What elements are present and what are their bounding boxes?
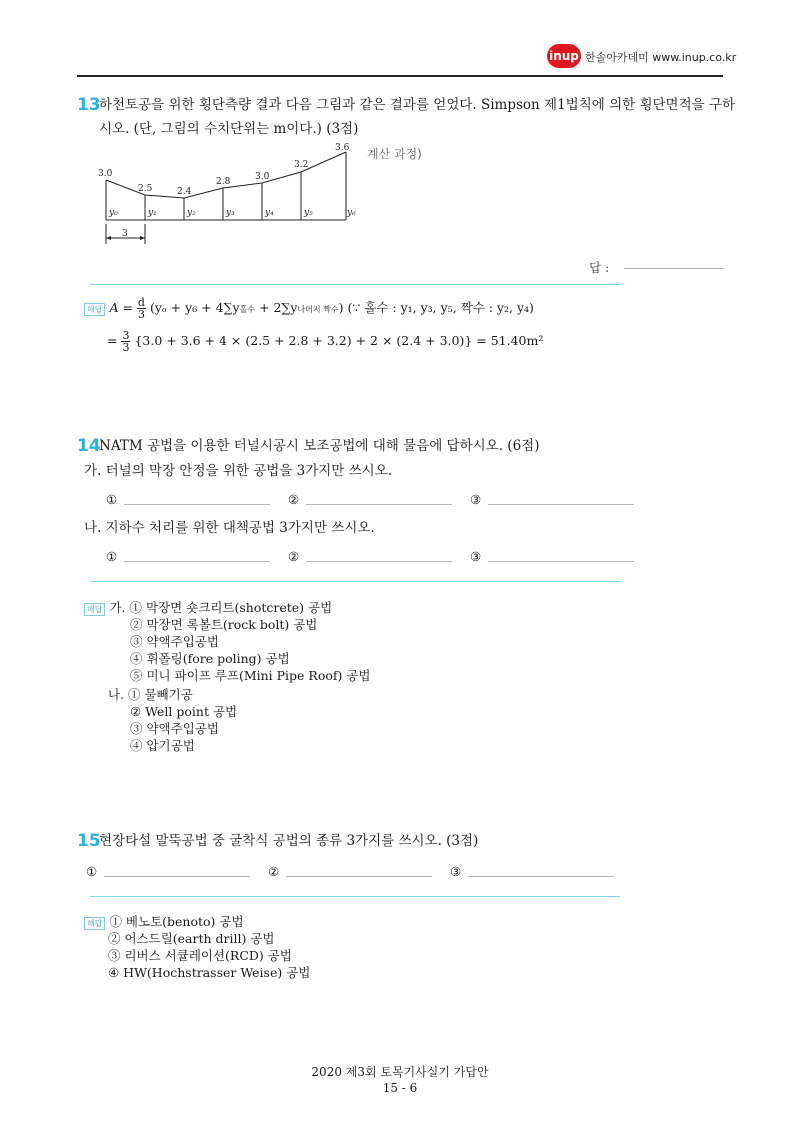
q14a-mark-2: ② [288,492,300,507]
q14-solution-a-item: ① 막장면 숏크리트(shotcrete) 공법 [129,600,333,615]
q14-solution-b-item: ① 물빼기공 [128,687,193,702]
solution-calc: {3.0 + 3.6 + 4 × (2.5 + 2.8 + 3.2) + 2 × (2.4 + 3.0)} = 51.40m² [134,333,544,348]
footer-page-number: 15 - 6 [382,1081,418,1095]
footer-title: 2020 제3회 토목기사실기 가답안 [311,1065,489,1079]
q14-part-b: 나. 지하수 처리를 위한 대책공법 3가지만 쓰시오. [84,520,375,536]
q14b-mark-1: ① [106,549,118,564]
q15-mark-1: ① [86,864,98,879]
formula-prefix: A = [109,300,133,315]
q15-text: 현장타설 말뚝공법 중 굴착식 공법의 종류 3가지를 쓰시오. (3점) [99,833,479,849]
ordinate-label: y₄ [265,208,274,218]
height-label: 3.6 [335,143,350,153]
q14-part-a: 가. 터널의 막장 안정을 위한 공법을 3가지만 쓰시오. [84,463,393,479]
inup-logo: inup [547,44,581,68]
q15-solution-item: ④ HW(Hochstrasser Weise) 공법 [108,965,311,980]
ordinate-label: y₃ [226,208,235,218]
ordinate-label: y₅ [304,208,313,218]
q14b-mark-3: ③ [470,549,482,564]
height-label: 2.8 [216,177,231,187]
height-label: 3.0 [255,172,270,182]
rest-subscript: 나머지 짝수 [297,305,339,314]
header-site-text: 한솔아카데미 www.inup.co.kr [585,51,737,64]
odd-subscript: 홀수 [239,305,256,314]
q13-answer-label: 답 : [589,260,610,275]
q14-solution-a-item: ② 막장면 록볼트(rock bolt) 공법 [130,617,318,632]
solution-tag: 해답 [84,303,105,316]
q14a-mark-3: ③ [470,492,482,507]
q15-solution-item: ① 베노토(benoto) 공법 [109,914,244,929]
header-rule [77,75,723,77]
q14a-blank-2 [306,504,452,505]
formula-body: (yₒ + y₆ + 4∑y [149,300,240,315]
solution-tag: 해답 [84,603,105,616]
spacing-label: 3 [122,229,128,239]
q14-solution-b-head [108,685,193,703]
q14a-mark-1: ① [106,492,118,507]
q14b-blank-2 [306,561,452,562]
q13-line2: 시오. (단, 그림의 수치단위는 m이다.) (3점) [99,121,359,137]
q13-answer-blank [624,268,724,269]
q15-blank-3 [468,876,614,877]
q14-solution-a-item: ⑤ 미니 파이프 루프(Mini Pipe Roof) 공법 [130,668,371,683]
q14a-blank-1 [124,504,270,505]
ordinate-label: y₀ [109,208,118,218]
solution-tag: 해답 [84,917,105,930]
height-label: 2.5 [138,184,153,194]
frac-3-over-3: $\frac{3}{3}$ [122,329,130,354]
frac-d-over-3: $\frac{d}{3}$ [137,296,145,321]
because-note: (∵ 홀수 : y₁, y₃, y₅, 짝수 : y₂, y₄) [347,300,534,315]
q13-number: 13 [77,95,101,115]
q13-solution-line2: = $\frac{3}{3}$ {3.0 + 3.6 + 4 × (2.5 + 2.8 + 3.2) + 2 × (2.4 + 3.0)} = 51.40m² [107,329,544,354]
q14-solution-a-head [84,598,332,616]
q14-solution-b-label: 나. [108,687,125,702]
q15-blank-1 [104,876,250,877]
q14b-blank-1 [124,561,270,562]
q13-calc-note: 계산 과정) [367,147,422,161]
q15-divider [90,896,620,897]
q14-solution-b-item: ③ 약액주입공법 [130,721,219,736]
formula-mid: + 2∑y [259,300,298,315]
q13-divider [90,284,620,285]
q15-solution-item: ② 어스드릴(earth drill) 공법 [108,931,275,946]
q14b-mark-2: ② [288,549,300,564]
q14-solution-a-label: 가. [109,600,126,615]
q14-solution-b-item: ② Well point 공법 [130,704,238,719]
q13-solution-line1 [84,297,534,320]
q13-line1: 하천토공을 위한 횡단측량 결과 다음 그림과 같은 결과를 얻었다. Simpson 제1법칙에 의한 횡단면적을 구하 [99,97,736,113]
ordinate-label: y₂ [187,208,196,218]
ordinate-label: y₆ [347,208,356,218]
height-label: 3.2 [294,160,309,170]
q15-solution-head [84,912,244,930]
formula-end: ) [338,300,344,315]
q15-solution-item: ③ 리버스 서큘레이션(RCD) 공법 [108,948,292,963]
q14a-blank-3 [488,504,634,505]
q14b-blank-3 [488,561,634,562]
q15-number: 15 [77,831,101,851]
q14-solution-b-item: ④ 압기공법 [130,738,195,753]
height-label: 2.4 [177,187,192,197]
q14-solution-a-item: ④ 휘폴링(fore poling) 공법 [130,651,290,666]
q15-mark-2: ② [268,864,280,879]
ordinate-label: y₁ [148,208,157,218]
q14-number: 14 [77,436,101,456]
q14-text: NATM 공법을 이용한 터널시공시 보조공법에 대해 물음에 답하시오. (6점) [99,438,540,454]
height-label: 3.0 [98,169,113,179]
q15-mark-3: ③ [450,864,462,879]
q14-solution-a-item: ③ 약액주입공법 [130,634,219,649]
q13-cross-section-figure [90,140,365,250]
q14-divider [90,581,620,582]
q15-blank-2 [286,876,432,877]
